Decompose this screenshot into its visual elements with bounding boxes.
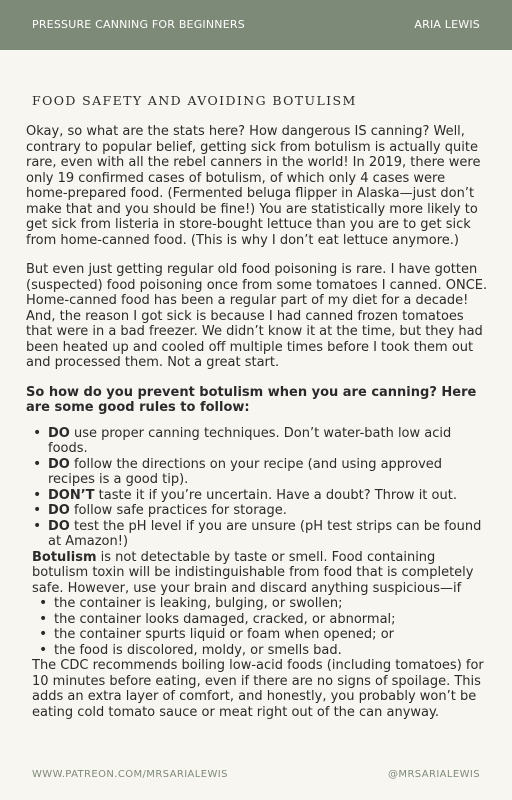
- list-item: [48, 519, 488, 550]
- article-body: [26, 124, 488, 720]
- book-title: PRESSURE CANNING FOR BEGINNERS: [32, 18, 245, 31]
- paragraph-botulism: [26, 550, 488, 597]
- botulism-keyword: Botulism: [32, 549, 97, 565]
- rule-keyword: DO: [48, 503, 70, 518]
- paragraph-rules-intro: So how do you prevent botulism when you are canning? Here are some good rules to follow:: [26, 384, 477, 415]
- rule-keyword: DON’T: [48, 487, 95, 503]
- rule-text: use proper canning techniques. Don’t water-bath low acid foods.: [48, 425, 452, 456]
- rule-keyword: DO: [48, 425, 70, 441]
- rule-text: taste it if you’re uncertain. Have a doubt? Throw it out.: [94, 487, 457, 503]
- list-item: [48, 503, 488, 519]
- patreon-link[interactable]: WWW.PATREON.COM/MRSARIALEWIS: [32, 769, 228, 780]
- list-item: [48, 457, 488, 488]
- section-title: FOOD SAFETY AND AVOIDING BOTULISM: [32, 93, 357, 108]
- list-item: [48, 426, 488, 457]
- paragraph-food-poisoning: But even just getting regular old food poisoning is rare. I have gotten (suspected) food poisoning once from some tomatoes I canned. ONCE. Home-canned food has been a regular part of my diet for a decade! And, the reason I got sick is because I had canned frozen tomatoes that were in a bad freezer. We didn’t know it at the time, but they had been heated up and cooled off multiple times before I took them out and processed them. Not a great start.: [26, 262, 488, 370]
- rule-keyword: DO: [48, 456, 70, 472]
- rule-text: follow safe practices for storage.: [69, 503, 287, 518]
- author-name: ARIA LEWIS: [414, 18, 480, 31]
- paragraph-stats: Okay, so what are the stats here? How dangerous IS canning? Well, contrary to popular belief, getting sick from botulism is actually quite rare, even with all the rebel canners in the world! In 2019, there were only 19 confirmed cases of botulism, of which only 4 cases were home-prepared food. (Fermented beluga flipper in Alaska—just don’t make that and you should be fine!) You are statistically more likely to get sick from listeria in store-bought lettuce than you are to get sick from home-canned food. (This is why I don’t eat lettuce anymore.): [26, 124, 481, 248]
- rule-keyword: DO: [48, 518, 70, 534]
- rule-text: follow the directions on your recipe (and using approved recipes is a good tip).: [48, 456, 443, 487]
- social-handle[interactable]: @MRSARIALEWIS: [388, 769, 480, 780]
- list-item: • the container is leaking, bulging, or swollen;: [54, 596, 488, 612]
- page-header: [0, 0, 512, 50]
- list-item: • the food is discolored, moldy, or smells bad.: [54, 643, 488, 659]
- paragraph-cdc: The CDC recommends boiling low-acid foods (including tomatoes) for 10 minutes before eating, even if there are no signs of spoilage. This adds an extra layer of comfort, and honestly, you probably won’t be eating cold tomato sauce or meat right out of the can anyway.: [32, 658, 484, 720]
- list-item: • the container spurts liquid or foam when opened; or: [54, 627, 488, 643]
- botulism-text: is not detectable by taste or smell. Food containing botulism toxin will be indistinguishable from food that is completely safe. However, use your brain and discard anything suspicious—if: [32, 549, 474, 596]
- list-item: • the container looks damaged, cracked, or abnormal;: [54, 612, 488, 628]
- list-item: [48, 488, 488, 504]
- rules-list: [26, 426, 488, 550]
- rule-text: test the pH level if you are unsure (pH test strips can be found at Amazon!): [48, 518, 482, 549]
- spoilage-signs-list: [26, 596, 488, 658]
